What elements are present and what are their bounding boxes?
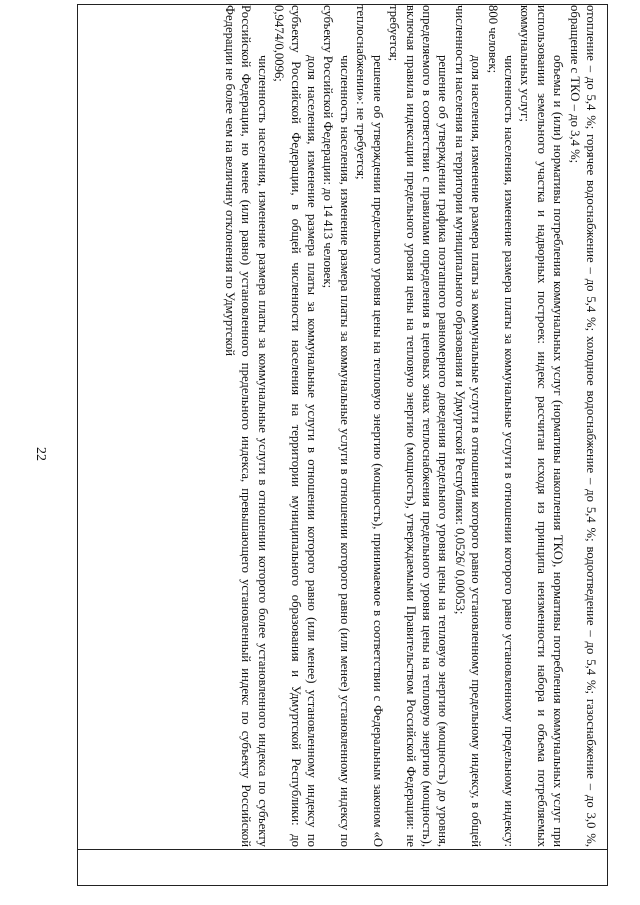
paragraph: численность населения, изменение размера платы за коммунальные услуги в отношении которого более установленного индекса по субъекту Российской Федерации, но менее (или равно) установленного предельного индекса, превышающего установленный индекс по субъекту Российской Федерации не более чем на величину отклонения по Удмуртской [223,5,270,847]
paragraph: доля населения, изменение размера платы за коммунальные услуги в отношении которого равно установленному предельному индексу, в общей численности населения на территории муниципального образования и Удмуртской Республики: 0,0526/ 0,00053; [452,5,484,847]
paragraph: решение об утверждении предельного уровня цены на тепловую энергию (мощность), принимаемое в соответствии с Федеральным законом «О теплоснабжении»: не требуется; [354,5,385,847]
paragraph: численность населения, изменение размера платы за коммунальные услуги в отношении которого равно установленному предельному индексу: 800 человек; [485,5,516,847]
paragraph: численность населения, изменение размера платы за коммунальные услуги в отношении которого равно (или менее) установленному индексу по субъекту Российской Федерации: до 14 413 человек; [321,5,352,847]
table-divider [77,849,608,850]
paragraph: доля населения, изменение размера платы за коммунальные услуги в отношении которого равно (или менее) установленному индексу по субъекту Российской Федерации, в общей численности населения на территории муниципального образования и Удмуртской Республики: до 0,9474/0,0096; [272,5,320,847]
page-number: 22 [33,447,48,461]
paragraph: объемы и (или) нормативы потребления коммунальных услуг (нормативы накопления ТКО), нормативы потребления коммунальных услуг при использовании земельного участка и надворных построек: индекс рассчитан исходя из принципа неизменности набора и объема потребляемых коммунальных услуг; [518,5,566,847]
paragraph: решение об утверждении графика поэтапного равномерного доведения предельного уровня цены на тепловую энергию (мощность) до уровня, определяемого в соответствии с правилами определения в ценовых зонах теплоснабжения предельного уровня цены на тепловую энергию (мощность), включая правила индексации предельного уровня цены на тепловую энергию (мощность), утверждаемыми Правительством Российской Федерации: не требуется; [387,5,451,847]
paragraph: отопление – до 5,4 %; горячее водоснабжение – до 5,4 %; холодное водоснабжение – до 5,4 %; водоотведение – до 5,4 %; газоснабжение – до 3,0 %, обращение с ТКО – до 3,4 %; [567,5,598,847]
rotated-text-block [91,5,599,847]
